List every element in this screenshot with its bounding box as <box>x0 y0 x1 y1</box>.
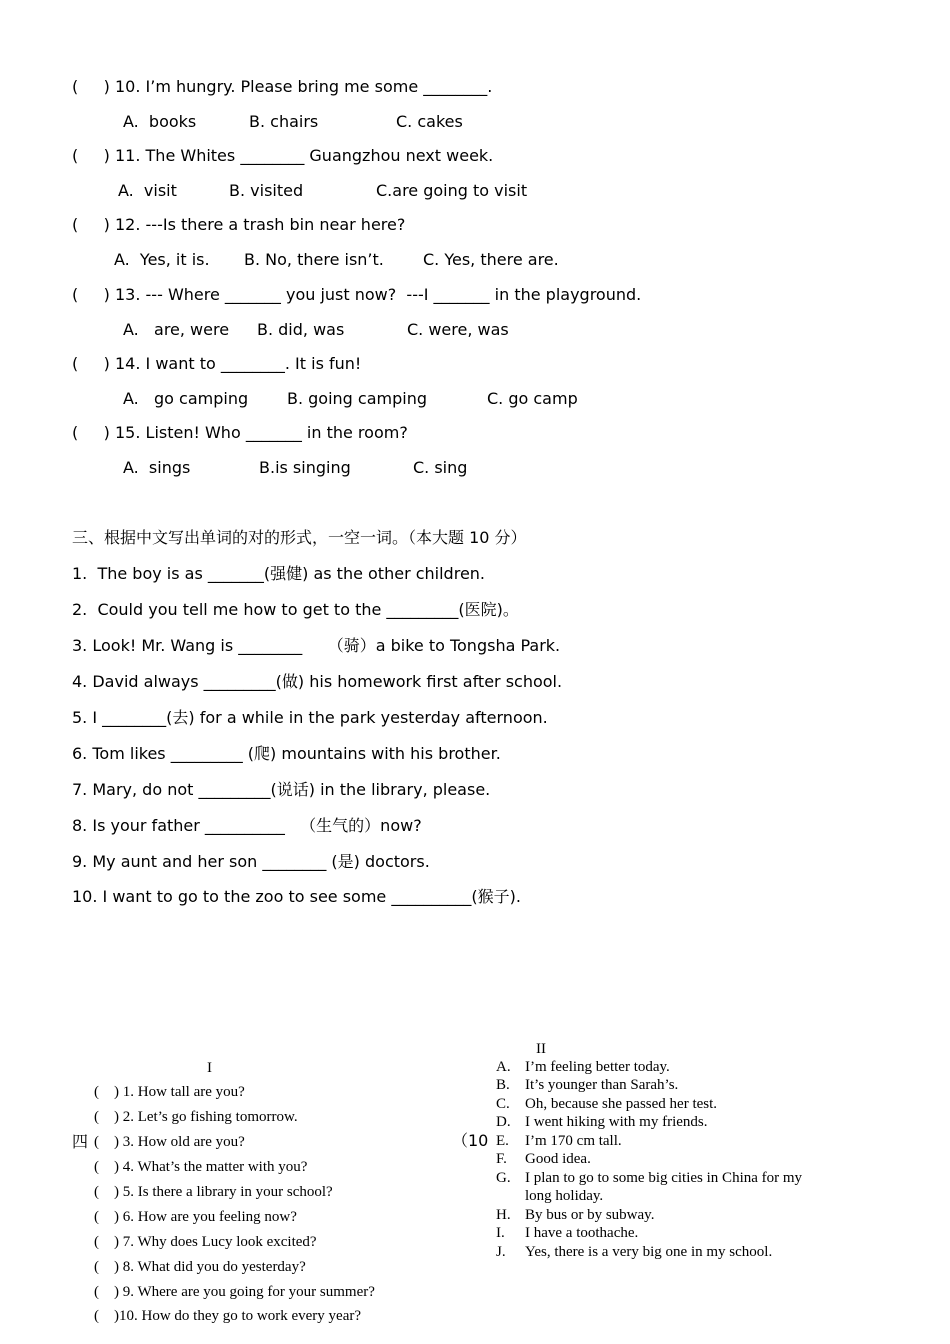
match-question: ( )10. How do they go to work every year? <box>94 1308 362 1324</box>
match-answer-label: I. <box>496 1225 505 1241</box>
mc-option-b: B. did, was <box>257 320 345 339</box>
fill-item: 7. Mary, do not _________(说话) in the library, please. <box>72 780 491 799</box>
fill-item: 3. Look! Mr. Wang is ________ （骑）a bike to Tongsha Park. <box>72 636 561 655</box>
match-answer-text: I’m feeling better today. <box>525 1059 670 1075</box>
match-question: ( ) 5. Is there a library in your school? <box>94 1184 333 1200</box>
mc-option-b: B. visited <box>229 181 304 200</box>
match-answer-text: By bus or by subway. <box>525 1207 655 1223</box>
match-answer-label: D. <box>496 1114 511 1130</box>
match-answer-label: E. <box>496 1133 509 1149</box>
mc-option-c: C. cakes <box>396 112 463 131</box>
fill-item: 1. The boy is as _______(强健) as the other children. <box>72 564 486 583</box>
match-answer-text: It’s younger than Sarah’s. <box>525 1077 679 1093</box>
match-question: ( ) 8. What did you do yesterday? <box>94 1259 306 1275</box>
mc-option-a: A. visit <box>118 181 177 200</box>
match-answer <box>496 1243 773 1315</box>
mc-question-14: ( ) 14. I want to ________. It is fun! <box>72 354 362 373</box>
mc-option-c: C. Yes, there are. <box>423 250 559 269</box>
fill-item: 10. I want to go to the zoo to see some __________(猴子). <box>72 887 521 906</box>
section-four-mark: 四 <box>72 1132 89 1151</box>
mc-question-12: ( ) 12. ---Is there a trash bin near here? <box>72 215 406 234</box>
match-question: ( ) 7. Why does Lucy look excited? <box>94 1234 317 1250</box>
mc-option-c: C.are going to visit <box>376 181 528 200</box>
section-three-title: 三、根据中文写出单词的对的形式，一空一词。（本大题 10 分） <box>72 528 527 547</box>
mc-option-a: A. Yes, it is. <box>114 250 210 269</box>
match-answer-text: Oh, because she passed her test. <box>525 1096 718 1112</box>
match-answer-label: F. <box>496 1151 507 1167</box>
mc-question-10: ( ) 10. I’m hungry. Please bring me some ________. <box>72 77 493 96</box>
column-one-title: I <box>207 1060 212 1076</box>
match-answer-label: B. <box>496 1077 510 1093</box>
column-two-title: II <box>536 1041 546 1057</box>
mc-question-15: ( ) 15. Listen! Who _______ in the room? <box>72 423 408 442</box>
match-answer-label: C. <box>496 1096 510 1112</box>
match-question: ( ) 6. How are you feeling now? <box>94 1209 297 1225</box>
mc-option-a: A. sings <box>123 458 191 477</box>
match-answer-text: I have a toothache. <box>525 1225 639 1241</box>
mc-option-a: A. are, were <box>123 320 230 339</box>
fill-item: 6. Tom likes _________ (爬) mountains with his brother. <box>72 744 501 763</box>
match-answer-text: I plan to go to some big cities in China for my long holiday. <box>525 1170 803 1204</box>
mc-option-c: C. sing <box>413 458 468 477</box>
mc-option-a: A. books <box>123 112 197 131</box>
match-answer-text: I’m 170 cm tall. <box>525 1133 622 1149</box>
mc-option-c: C. were, was <box>407 320 509 339</box>
match-answer-label: A. <box>496 1059 511 1075</box>
section-four-score-mark: （10 <box>452 1131 489 1150</box>
fill-item: 2. Could you tell me how to get to the _________(医院)。 <box>72 600 519 619</box>
mc-option-c: C. go camp <box>487 389 578 408</box>
match-answer-label: H. <box>496 1207 511 1223</box>
match-question: ( ) 9. Where are you going for your summer? <box>94 1284 375 1300</box>
mc-question-11: ( ) 11. The Whites ________ Guangzhou next week. <box>72 146 494 165</box>
mc-option-b: B. chairs <box>249 112 319 131</box>
fill-item: 4. David always _________(做) his homework first after school. <box>72 672 563 691</box>
mc-option-b: B.is singing <box>259 458 351 477</box>
match-question: ( ) 4. What’s the matter with you? <box>94 1159 308 1175</box>
fill-item: 5. I ________(去) for a while in the park yesterday afternoon. <box>72 708 548 727</box>
match-question: ( ) 2. Let’s go fishing tomorrow. <box>94 1109 298 1125</box>
match-answer-text: Yes, there is a very big one in my school. <box>525 1244 773 1260</box>
match-answer-text: Good idea. <box>525 1151 591 1167</box>
match-answer-label: G. <box>496 1170 511 1186</box>
fill-item: 9. My aunt and her son ________ (是) doctors. <box>72 852 430 871</box>
match-answer-label: J. <box>496 1244 506 1260</box>
match-answer-text: I went hiking with my friends. <box>525 1114 708 1130</box>
fill-item: 8. Is your father __________ （生气的）now? <box>72 816 422 835</box>
match-question: ( ) 1. How tall are you? <box>94 1084 245 1100</box>
match-question: ( ) 3. How old are you? <box>94 1134 245 1150</box>
mc-option-b: B. going camping <box>287 389 428 408</box>
mc-option-b: B. No, there isn’t. <box>244 250 384 269</box>
mc-option-a: A. go camping <box>123 389 249 408</box>
mc-question-13: ( ) 13. --- Where _______ you just now? ---I _______ in the playground. <box>72 285 642 304</box>
